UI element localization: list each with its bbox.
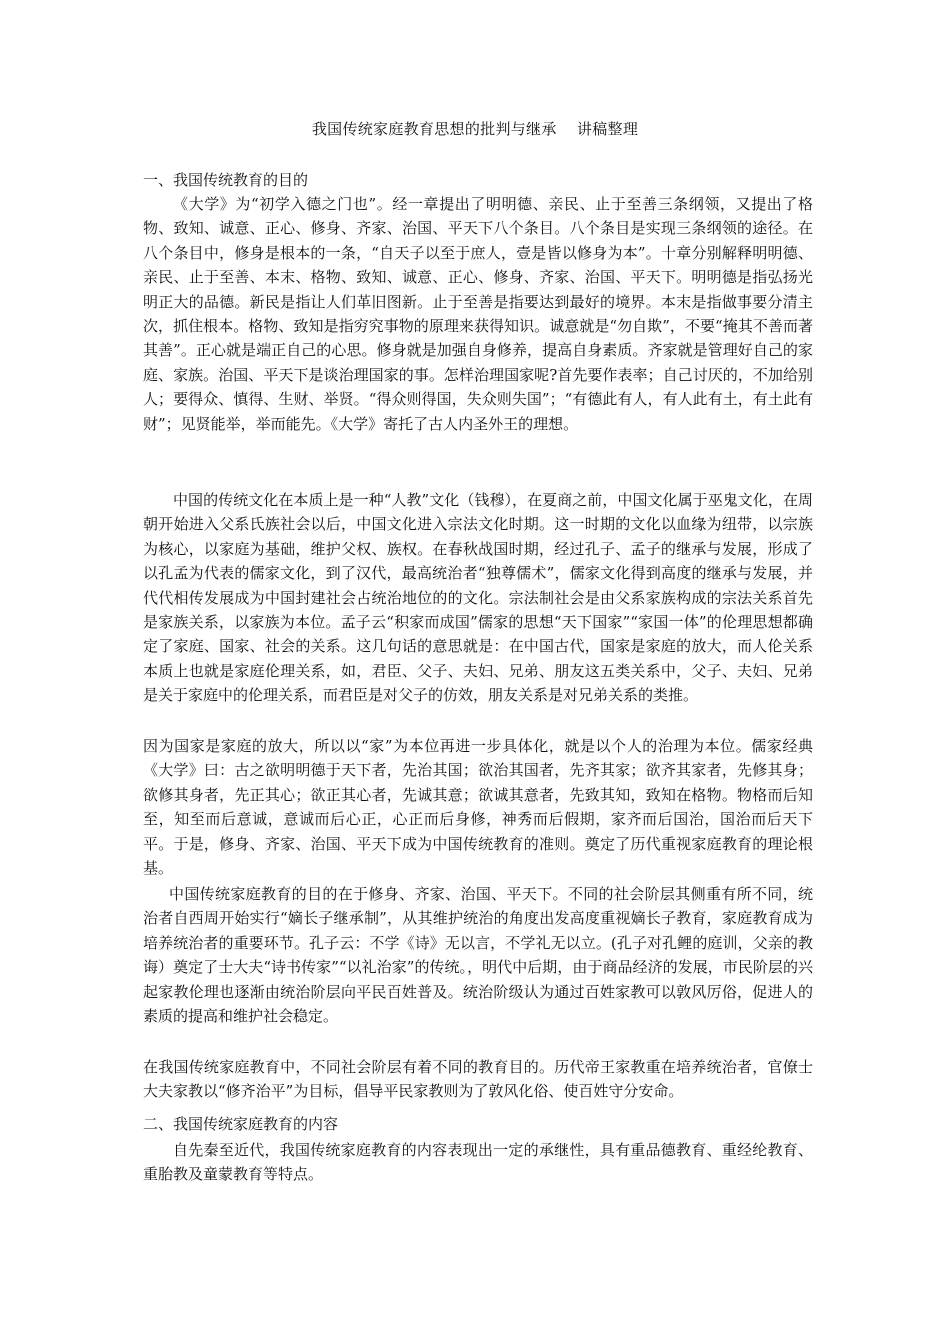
paragraph-4: 中国传统家庭教育的目的在于修身、齐家、治国、平天下。不同的社会阶层其侧重有所不同，统治者自西周开始实行“嫡长子继承制”，从其维护统治的角度出发高度重视嫡长子教育，家庭教育成为培养统治者的重要环节。孔子云：不学《诗》无以言，不学礼无以立。(孔子对孔鲤的庭训，父亲的教诲）奠定了士大夫“诗书传家”“以礼治家”的传统。，明代中后期，由于商品经济的发展，市民阶层的兴起家教伦理也逐渐由统治阶层向平民百姓普及。统治阶级认为通过百姓家教可以敦风厉俗，促进人的素质的提高和维护社会稳定。 — [143, 885, 813, 1026]
paragraph-3: 因为国家是家庭的放大，所以以“家”为本位再进一步具体化，就是以个人的治理为本位。儒家经典《大学》曰：古之欲明明德于天下者，先治其国；欲治其国者，先齐其家；欲齐其家者，先修其身；欲修其身者，先正其心；欲正其心者，先诚其意；欲诚其意者，先致其知，致知在格物。物格而后知至，知至而后意诚，意诚而后心正，心正而后身修，神秀而后假期，家齐而后国治，国治而后天下平。于是，修身、齐家、治国、平天下成为中国传统教育的准则。奠定了历代重视家庭教育的理论根基。 — [143, 737, 813, 878]
paragraph-2: 中国的传统文化在本质上是一种“人教”文化（钱穆），在夏商之前，中国文化属于巫鬼文化，在周朝开始进入父系氏族社会以后，中国文化进入宗法文化时期。这一时期的文化以血缘为纽带，以宗族为核心，以家庭为基础，维护父权、族权。在春秋战国时期，经过孔子、孟子的继承与发展，形成了以孔孟为代表的儒家文化，到了汉代，最高统治者“独尊儒术”，儒家文化得到高度的继承与发展，并代代相传发展成为中国封建社会占统治地位的的文化。宗法制社会是由父系家族构成的宗法关系首先是家族关系，以家族为本位。孟子云“积家而成国”儒家的思想“天下国家”“家国一体”的伦理思想都确定了家庭、国家、社会的关系。这几句话的意思就是：在中国古代，国家是家庭的放大，而人伦关系本质上也就是家庭伦理关系，如，君臣、父子、夫妇、兄弟、朋友这五类关系中，父子、夫妇、兄弟是关于家庭中的伦理关系，而君臣是对父子的仿效，朋友关系是对兄弟关系的类推。 — [143, 491, 813, 705]
paragraph-5: 在我国传统家庭教育中，不同社会阶层有着不同的教育目的。历代帝王家教重在培养统治者，官僚士大夫家教以“修齐治平”为目标，倡导平民家教则为了敦风化俗、使百姓守分安命。 — [143, 1058, 813, 1101]
section-heading-2: 二、我国传统家庭教育的内容 — [143, 1115, 339, 1133]
document-title: 我国传统家庭教育思想的批判与继承 讲稿整理 — [311, 120, 639, 138]
paragraph-1: 《大学》为“初学入德之门也”。经一章提出了明明德、亲民、止于至善三条纲领，又提出了格物、致知、诚意、正心、修身、齐家、治国、平天下八个条目。八个条目是实现三条纲领的途径。在八个条目中，修身是根本的一条，“自天子以至于庶人，壹是皆以修身为本”。十章分别解释明明德、亲民、止于至善、本末、格物、致知、诚意、正心、修身、齐家、治国、平天下。明明德是指弘扬光明正大的品德。新民是指让人们革旧图新。止于至善是指要达到最好的境界。本末是指做事要分清主次，抓住根本。格物、致知是指穷究事物的原理来获得知识。诚意就是“勿自欺”，不要“掩其不善而著其善”。正心就是端正自己的心思。修身就是加强自身修养，提高自身素质。齐家就是管理好自己的家庭、家族。治国、平天下是谈治理国家的事。怎样治理国家呢?首先要作表率；自己讨厌的，不加给别人；要得众、慎得、生财、举贤。“得众则得国，失众则失国”；“有德此有人，有人此有土，有土此有财”；见贤能举，举而能先。《大学》寄托了古人内圣外王的理想。 — [143, 195, 813, 433]
paragraph-6: 自先秦至近代，我国传统家庭教育的内容表现出一定的承继性，具有重品德教育、重经纶教育、重胎教及童蒙教育等特点。 — [143, 1141, 813, 1184]
section-heading-1: 一、我国传统教育的目的 — [143, 171, 309, 189]
